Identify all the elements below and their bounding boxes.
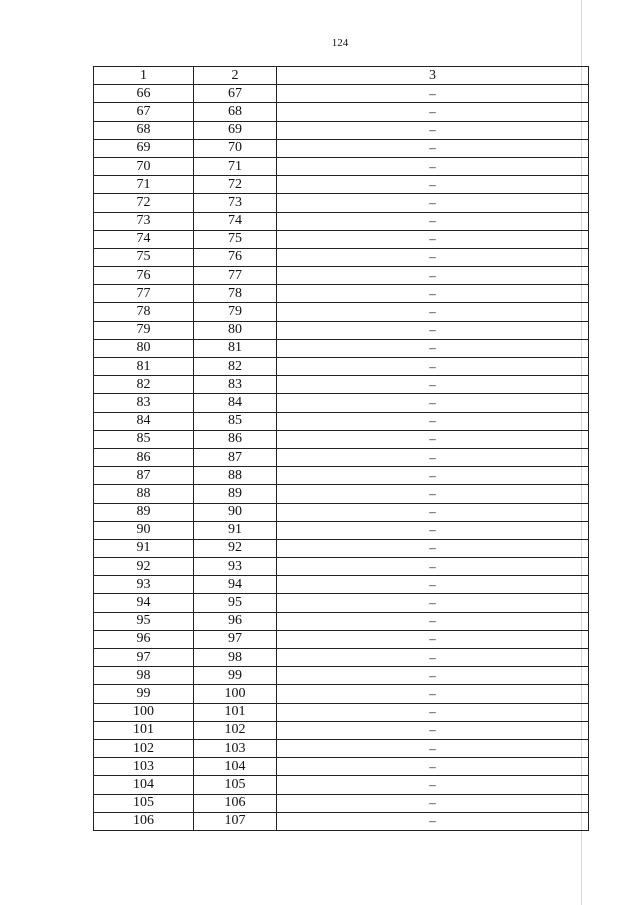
table-cell-col2: 92 — [194, 539, 277, 557]
table-cell-col3: – — [277, 176, 589, 194]
table-cell-col1: 72 — [94, 194, 194, 212]
table-row — [94, 521, 589, 539]
table-cell-col3: – — [277, 194, 589, 212]
table-row — [94, 376, 589, 394]
table-cell-col2: 69 — [194, 121, 277, 139]
table-cell-col3: – — [277, 521, 589, 539]
table-cell-col2: 84 — [194, 394, 277, 412]
table-cell-col1: 76 — [94, 267, 194, 285]
table-cell-col3: – — [277, 467, 589, 485]
table-cell-col3: – — [277, 412, 589, 430]
table-row — [94, 121, 589, 139]
table-cell-col2: 96 — [194, 612, 277, 630]
table-cell-col2: 82 — [194, 358, 277, 376]
table-cell-col3: – — [277, 794, 589, 812]
table-cell-col1: 94 — [94, 594, 194, 612]
table-cell-col3: – — [277, 103, 589, 121]
table-cell-col1: 67 — [94, 103, 194, 121]
table-row — [94, 339, 589, 357]
table-cell-col3: – — [277, 339, 589, 357]
table-cell-col3: – — [277, 430, 589, 448]
page-number: 124 — [331, 37, 349, 49]
table-row — [94, 358, 589, 376]
table-cell-col2: 98 — [194, 649, 277, 667]
table-row — [94, 321, 589, 339]
table-row — [94, 194, 589, 212]
table-cell-col3: – — [277, 358, 589, 376]
header-row — [94, 67, 589, 85]
table-cell-col1: 73 — [94, 212, 194, 230]
table-cell-col1: 89 — [94, 503, 194, 521]
table-cell-col1: 69 — [94, 139, 194, 157]
table-cell-col3: – — [277, 376, 589, 394]
table-cell-col2: 104 — [194, 758, 277, 776]
table-cell-col3: – — [277, 448, 589, 466]
table-cell-col1: 75 — [94, 248, 194, 266]
table-row — [94, 667, 589, 685]
table-cell-col1: 98 — [94, 667, 194, 685]
table-cell-col1: 103 — [94, 758, 194, 776]
table-cell-col3: – — [277, 612, 589, 630]
table-row — [94, 303, 589, 321]
table-cell-col2: 103 — [194, 739, 277, 757]
table-row — [94, 594, 589, 612]
table-cell-col3: – — [277, 212, 589, 230]
table-cell-col1: 99 — [94, 685, 194, 703]
table-cell-col1: 80 — [94, 339, 194, 357]
table-cell-col2: 93 — [194, 558, 277, 576]
table-cell-col1: 70 — [94, 157, 194, 175]
table-row — [94, 485, 589, 503]
table-cell-col3: – — [277, 576, 589, 594]
table-cell-col2: 88 — [194, 467, 277, 485]
table-cell-col2: 100 — [194, 685, 277, 703]
table-cell-col1: 74 — [94, 230, 194, 248]
table-row — [94, 758, 589, 776]
table-row — [94, 103, 589, 121]
table-row — [94, 176, 589, 194]
table-cell-col2: 89 — [194, 485, 277, 503]
table-cell-col1: 86 — [94, 448, 194, 466]
table-row — [94, 776, 589, 794]
table-body — [94, 85, 589, 831]
table-row — [94, 85, 589, 103]
table-row — [94, 539, 589, 557]
table-cell-col1: 100 — [94, 703, 194, 721]
table-cell-col1: 105 — [94, 794, 194, 812]
table-cell-col2: 73 — [194, 194, 277, 212]
table-row — [94, 739, 589, 757]
table-cell-col2: 105 — [194, 776, 277, 794]
table-cell-col2: 90 — [194, 503, 277, 521]
table-cell-col1: 85 — [94, 430, 194, 448]
table-cell-col3: – — [277, 303, 589, 321]
table-row — [94, 412, 589, 430]
table-cell-col3: – — [277, 721, 589, 739]
table-row — [94, 649, 589, 667]
table-row — [94, 721, 589, 739]
table-cell-col1: 68 — [94, 121, 194, 139]
table-cell-col3: – — [277, 667, 589, 685]
table-row — [94, 157, 589, 175]
table-row — [94, 630, 589, 648]
table-row — [94, 430, 589, 448]
table-cell-col3: – — [277, 703, 589, 721]
table-cell-col3: – — [277, 539, 589, 557]
table-cell-col1: 102 — [94, 739, 194, 757]
table-cell-col1: 66 — [94, 85, 194, 103]
table-cell-col1: 84 — [94, 412, 194, 430]
table-cell-col3: – — [277, 739, 589, 757]
table-cell-col3: – — [277, 394, 589, 412]
table-cell-col2: 72 — [194, 176, 277, 194]
table-row — [94, 285, 589, 303]
table-cell-col1: 79 — [94, 321, 194, 339]
table-cell-col2: 77 — [194, 267, 277, 285]
table-cell-col3: – — [277, 758, 589, 776]
table-cell-col1: 78 — [94, 303, 194, 321]
table-cell-col3: – — [277, 649, 589, 667]
table-cell-col1: 81 — [94, 358, 194, 376]
table-cell-col2: 95 — [194, 594, 277, 612]
table-cell-col3: – — [277, 121, 589, 139]
table-cell-col2: 99 — [194, 667, 277, 685]
table-cell-col2: 107 — [194, 812, 277, 830]
table-cell-col3: – — [277, 812, 589, 830]
table-cell-col1: 92 — [94, 558, 194, 576]
column-header-1: 1 — [94, 67, 194, 85]
table-cell-col2: 79 — [194, 303, 277, 321]
table-cell-col3: – — [277, 139, 589, 157]
data-table — [93, 66, 589, 831]
table-cell-col3: – — [277, 776, 589, 794]
table-row — [94, 503, 589, 521]
table-cell-col1: 97 — [94, 649, 194, 667]
table-row — [94, 558, 589, 576]
table-cell-col2: 80 — [194, 321, 277, 339]
table-cell-col2: 71 — [194, 157, 277, 175]
table-cell-col1: 95 — [94, 612, 194, 630]
table-cell-col1: 87 — [94, 467, 194, 485]
table-cell-col2: 75 — [194, 230, 277, 248]
table-cell-col2: 83 — [194, 376, 277, 394]
column-header-2: 2 — [194, 67, 277, 85]
table-cell-col1: 88 — [94, 485, 194, 503]
table-cell-col3: – — [277, 321, 589, 339]
table-cell-col2: 94 — [194, 576, 277, 594]
table-cell-col3: – — [277, 285, 589, 303]
table-row — [94, 139, 589, 157]
table-cell-col1: 93 — [94, 576, 194, 594]
table-cell-col3: – — [277, 630, 589, 648]
table-cell-col3: – — [277, 594, 589, 612]
table-cell-col3: – — [277, 248, 589, 266]
table-cell-col1: 96 — [94, 630, 194, 648]
table-cell-col1: 104 — [94, 776, 194, 794]
table-cell-col1: 101 — [94, 721, 194, 739]
table-cell-col2: 76 — [194, 248, 277, 266]
table-cell-col1: 83 — [94, 394, 194, 412]
table-row — [94, 267, 589, 285]
table-row — [94, 394, 589, 412]
table-cell-col3: – — [277, 558, 589, 576]
table-cell-col3: – — [277, 267, 589, 285]
table-cell-col2: 87 — [194, 448, 277, 466]
table-cell-col2: 74 — [194, 212, 277, 230]
table-cell-col1: 90 — [94, 521, 194, 539]
table-row — [94, 230, 589, 248]
table-row — [94, 794, 589, 812]
table-cell-col1: 106 — [94, 812, 194, 830]
table-cell-col1: 77 — [94, 285, 194, 303]
column-header-3: 3 — [277, 67, 589, 85]
table-row — [94, 576, 589, 594]
table-cell-col3: – — [277, 485, 589, 503]
table-cell-col3: – — [277, 85, 589, 103]
table-cell-col2: 91 — [194, 521, 277, 539]
table-row — [94, 248, 589, 266]
table-row — [94, 612, 589, 630]
table-cell-col3: – — [277, 685, 589, 703]
table-cell-col2: 85 — [194, 412, 277, 430]
table-cell-col2: 106 — [194, 794, 277, 812]
table-cell-col2: 86 — [194, 430, 277, 448]
table-row — [94, 467, 589, 485]
table-row — [94, 212, 589, 230]
table-cell-col3: – — [277, 503, 589, 521]
table-cell-col1: 71 — [94, 176, 194, 194]
table-cell-col2: 81 — [194, 339, 277, 357]
table-cell-col2: 70 — [194, 139, 277, 157]
table-cell-col2: 78 — [194, 285, 277, 303]
table-cell-col2: 101 — [194, 703, 277, 721]
table-cell-col2: 102 — [194, 721, 277, 739]
table-cell-col1: 91 — [94, 539, 194, 557]
table-cell-col1: 82 — [94, 376, 194, 394]
table-row — [94, 448, 589, 466]
table-header — [94, 67, 589, 85]
table-row — [94, 703, 589, 721]
table-cell-col3: – — [277, 157, 589, 175]
table-cell-col2: 97 — [194, 630, 277, 648]
table-cell-col2: 68 — [194, 103, 277, 121]
table-cell-col2: 67 — [194, 85, 277, 103]
table-cell-col3: – — [277, 230, 589, 248]
table-row — [94, 812, 589, 830]
table-row — [94, 685, 589, 703]
